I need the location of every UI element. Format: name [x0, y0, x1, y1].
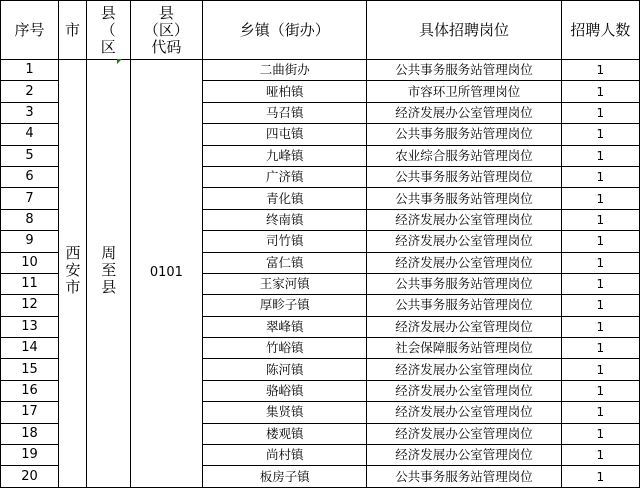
- cell-seq[interactable]: 9: [1, 231, 59, 252]
- cell-count[interactable]: 1: [561, 188, 639, 209]
- cell-seq[interactable]: 8: [1, 209, 59, 230]
- cell-count[interactable]: 1: [561, 359, 639, 380]
- cell-post[interactable]: 经济发展办公室管理岗位: [367, 445, 561, 466]
- cell-seq[interactable]: 13: [1, 316, 59, 337]
- cell-seq[interactable]: 12: [1, 295, 59, 316]
- cell-town[interactable]: 集贤镇: [203, 402, 367, 423]
- cell-count[interactable]: 1: [561, 209, 639, 230]
- cell-town[interactable]: 板房子镇: [203, 466, 367, 487]
- cell-seq[interactable]: 3: [1, 102, 59, 123]
- cell-town[interactable]: 骆峪镇: [203, 380, 367, 401]
- header-seq[interactable]: 序号: [1, 1, 59, 60]
- cell-town[interactable]: 厚畛子镇: [203, 295, 367, 316]
- cell-seq[interactable]: 20: [1, 466, 59, 487]
- cell-count[interactable]: 1: [561, 81, 639, 102]
- cell-post[interactable]: 社会保障服务站管理岗位: [367, 338, 561, 359]
- cell-count[interactable]: 1: [561, 295, 639, 316]
- cell-post[interactable]: 经济发展办公室管理岗位: [367, 102, 561, 123]
- header-county-line-2: （: [100, 20, 116, 39]
- header-county-line-3: 区: [100, 37, 116, 56]
- cell-town[interactable]: 青化镇: [203, 188, 367, 209]
- cell-town[interactable]: 楼观镇: [203, 423, 367, 444]
- table-row: [1, 60, 640, 81]
- cell-town[interactable]: 马召镇: [203, 102, 367, 123]
- cell-post[interactable]: 经济发展办公室管理岗位: [367, 209, 561, 230]
- cell-town[interactable]: 翠峰镇: [203, 316, 367, 337]
- header-town[interactable]: 乡镇（街办）: [203, 1, 367, 60]
- cell-count[interactable]: 1: [561, 145, 639, 166]
- cell-post[interactable]: 经济发展办公室管理岗位: [367, 380, 561, 401]
- cell-county[interactable]: [87, 60, 131, 488]
- cell-count[interactable]: 1: [561, 445, 639, 466]
- cell-count[interactable]: 1: [561, 402, 639, 423]
- header-county-line-1: 县: [100, 3, 116, 22]
- header-county-code[interactable]: [130, 1, 203, 60]
- cell-count[interactable]: 1: [561, 338, 639, 359]
- cell-seq[interactable]: 7: [1, 188, 59, 209]
- cell-seq[interactable]: 1: [1, 60, 59, 81]
- cell-seq[interactable]: 17: [1, 402, 59, 423]
- cell-town[interactable]: 竹峪镇: [203, 338, 367, 359]
- cell-count[interactable]: 1: [561, 380, 639, 401]
- header-county[interactable]: [87, 1, 131, 60]
- cell-post[interactable]: 公共事务服务站管理岗位: [367, 295, 561, 316]
- cell-seq[interactable]: 6: [1, 166, 59, 187]
- cell-county-code[interactable]: 0101: [130, 60, 203, 488]
- cell-post[interactable]: 公共事务服务站管理岗位: [367, 60, 561, 81]
- header-code-line-2: （区）: [143, 20, 189, 39]
- cell-post[interactable]: 公共事务服务站管理岗位: [367, 273, 561, 294]
- cell-count[interactable]: 1: [561, 316, 639, 337]
- cell-post[interactable]: 市容环卫所管理岗位: [367, 81, 561, 102]
- cell-count[interactable]: 1: [561, 231, 639, 252]
- cell-city[interactable]: [59, 60, 87, 488]
- cell-seq[interactable]: 5: [1, 145, 59, 166]
- cell-count[interactable]: 1: [561, 124, 639, 145]
- header-code-line-1: 县: [158, 3, 174, 22]
- cell-seq[interactable]: 14: [1, 338, 59, 359]
- cell-town[interactable]: 四屯镇: [203, 124, 367, 145]
- table-body: [1, 60, 640, 488]
- cell-post[interactable]: 经济发展办公室管理岗位: [367, 402, 561, 423]
- cell-post[interactable]: 公共事务服务站管理岗位: [367, 166, 561, 187]
- header-code-line-3: 代码: [151, 37, 182, 56]
- cell-town[interactable]: 哑柏镇: [203, 81, 367, 102]
- cell-count[interactable]: 1: [561, 102, 639, 123]
- cell-seq[interactable]: 18: [1, 423, 59, 444]
- cell-post[interactable]: 经济发展办公室管理岗位: [367, 231, 561, 252]
- cell-town[interactable]: 广济镇: [203, 166, 367, 187]
- cell-post[interactable]: 经济发展办公室管理岗位: [367, 252, 561, 273]
- cell-seq[interactable]: 10: [1, 252, 59, 273]
- cell-town[interactable]: 富仁镇: [203, 252, 367, 273]
- cell-seq[interactable]: 2: [1, 81, 59, 102]
- cell-count[interactable]: 1: [561, 423, 639, 444]
- cell-comment-marker: [117, 59, 122, 64]
- cell-post[interactable]: 经济发展办公室管理岗位: [367, 316, 561, 337]
- header-city[interactable]: 市: [59, 1, 87, 60]
- cell-seq[interactable]: 19: [1, 445, 59, 466]
- cell-count[interactable]: 1: [561, 466, 639, 487]
- cell-town[interactable]: 终南镇: [203, 209, 367, 230]
- cell-post[interactable]: 公共事务服务站管理岗位: [367, 188, 561, 209]
- cell-post[interactable]: 农业综合服务站管理岗位: [367, 145, 561, 166]
- cell-post[interactable]: 经济发展办公室管理岗位: [367, 423, 561, 444]
- cell-count[interactable]: 1: [561, 273, 639, 294]
- cell-seq[interactable]: 11: [1, 273, 59, 294]
- cell-town[interactable]: 九峰镇: [203, 145, 367, 166]
- cell-town[interactable]: 尚村镇: [203, 445, 367, 466]
- cell-seq[interactable]: 16: [1, 380, 59, 401]
- header-count[interactable]: 招聘人数: [561, 1, 639, 60]
- city-name: 西安市: [63, 244, 82, 296]
- cell-count[interactable]: 1: [561, 60, 639, 81]
- cell-town[interactable]: 二曲街办: [203, 60, 367, 81]
- header-post[interactable]: 具体招聘岗位: [367, 1, 561, 60]
- cell-post[interactable]: 经济发展办公室管理岗位: [367, 359, 561, 380]
- cell-seq[interactable]: 4: [1, 124, 59, 145]
- cell-count[interactable]: 1: [561, 166, 639, 187]
- header-row: [1, 1, 640, 60]
- cell-town[interactable]: 王家河镇: [203, 273, 367, 294]
- cell-post[interactable]: 公共事务服务站管理岗位: [367, 124, 561, 145]
- cell-town[interactable]: 陈河镇: [203, 359, 367, 380]
- cell-post[interactable]: 公共事务服务站管理岗位: [367, 466, 561, 487]
- cell-count[interactable]: 1: [561, 252, 639, 273]
- cell-town[interactable]: 司竹镇: [203, 231, 367, 252]
- county-name: 周至县: [99, 244, 118, 296]
- cell-seq[interactable]: 15: [1, 359, 59, 380]
